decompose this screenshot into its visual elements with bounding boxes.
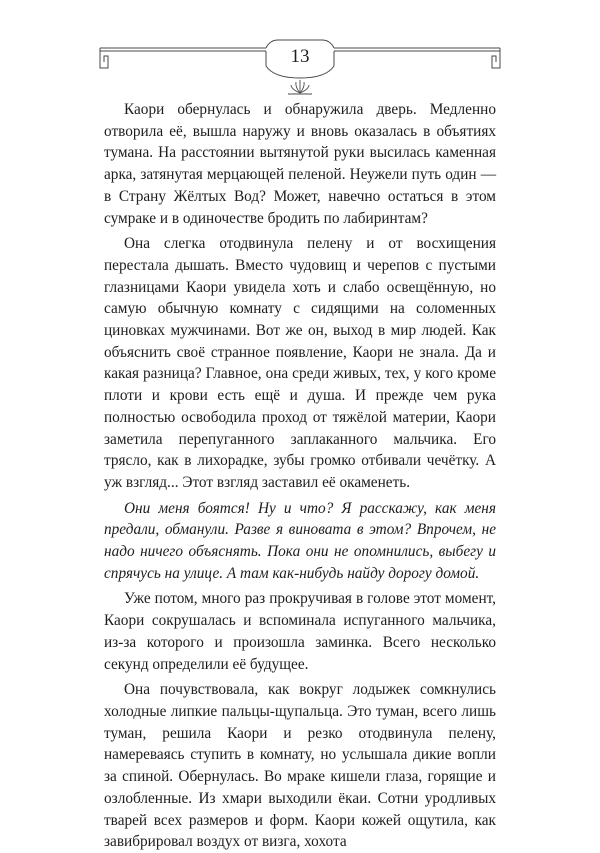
paragraph-thoughts: Они меня боятся! Ну и что? Я расскажу, как меня предали, обманули. Разве я виновата в этом? Впрочем, не надо ничего объяснять. Пока они не опомнились, выбегу и спрячусь на улице. А там как-нибудь найду дорогу домой. bbox=[104, 499, 496, 582]
paragraph: Уже потом, много раз прокручивая в голове этот момент, Каори сокрушалась и вспоминала испуганного мальчика, из-за которого и произошла заминка. Всего несколько секунд определили её будущее. bbox=[104, 590, 496, 673]
body-text bbox=[104, 99, 496, 853]
lotus-icon bbox=[288, 80, 312, 94]
paragraph: Она слегка отодвинула пелену и от восхищения перестала дышать. Вместо чудовищ и черепов с пустыми глазницами Каори увидела хоть и слабо освещённую, но самую обычную комнату с сидящими на соломенных циновках мужчинами. Вот же он, выход в мир людей. Как объяснить своё странное появление, Каори не знала. Да и какая разница? Главное, она среди живых, тех, у кого кроме плоти и крови есть ещё и душа. И прежде чем рука полностью освободила проход от тяжёлой материи, Каори заметила перепуганного заплаканного мальчика. Его трясло, как в лихорадке, зубы громко отбивали чечётку. А уж взгляд... Этот взгляд заставил её окаменеть. bbox=[104, 235, 496, 491]
page-number: 13 bbox=[290, 46, 310, 67]
paragraph: Каори обернулась и обнаружила дверь. Медленно отворила её, вышла наружу и вновь оказалась в объятиях тумана. На расстоянии вытянутой руки высилась каменная арка, затянутая мерцающей пеленой. Неужели путь один — в Страну Жёлтых Вод? Может, навечно остаться в этом сумраке и в одиночестве бродить по лабиринтам? bbox=[104, 101, 496, 227]
page-header bbox=[98, 38, 502, 96]
paragraph: Она почувствовала, как вокруг лодыжек сомкнулись холодные липкие пальцы-щупальца. Это туман, всего лишь туман, решила Каори и резко отодвинула пелену, намереваясь ступить в комнату, но услышала дикие вопли за спиной. Обернулась. Во мраке кишели глаза, горящие и озлобленные. Из хмари выходили ёкаи. Сотни уродливых тварей всех размеров и форм. Каори кожей ощутила, как завибрировал воздух от визга, хохота bbox=[104, 681, 496, 851]
